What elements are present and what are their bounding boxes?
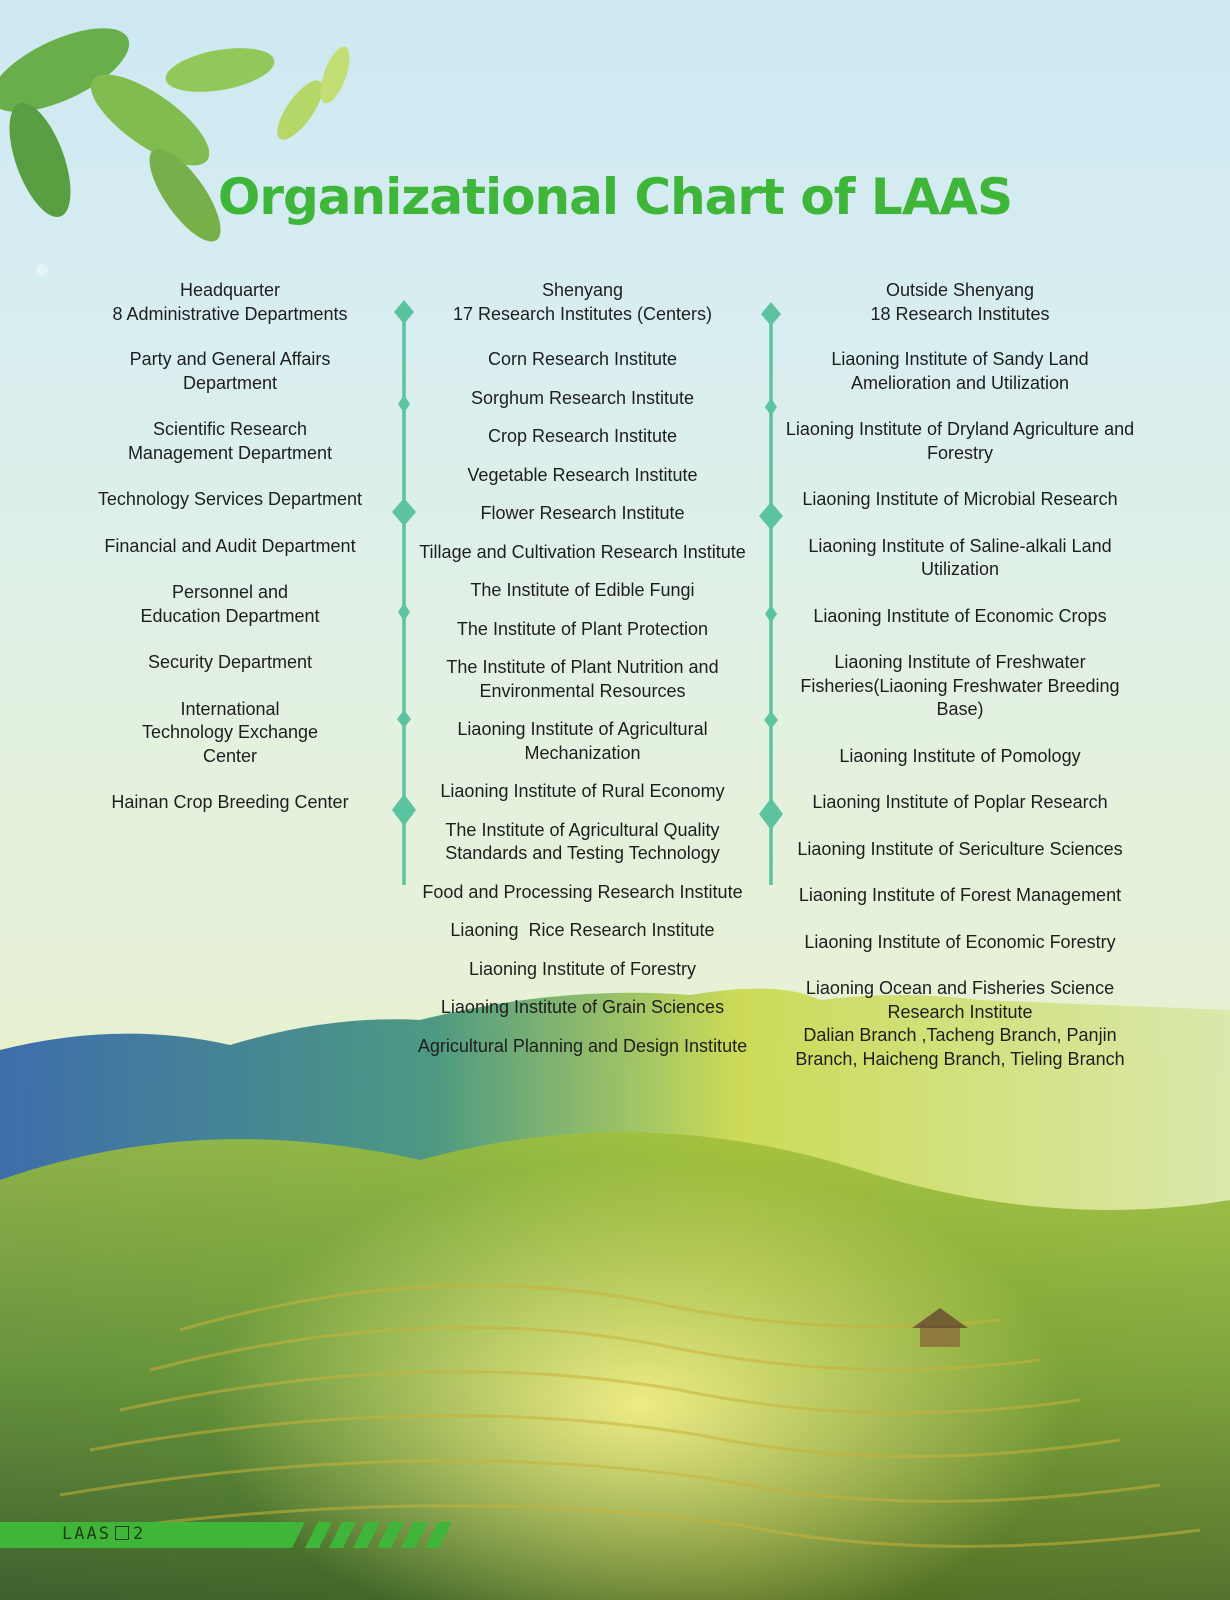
out-item-forest-management: Liaoning Institute of Forest Management	[798, 885, 1122, 905]
sy-item-food-processing: Food and Processing Research Institute	[422, 881, 743, 902]
out-item-sandy-land: Liaoning Institute of Sandy Land Amelioration and Utilization	[831, 349, 1089, 393]
out-item-economic-crops: Liaoning Institute of Economic Crops	[813, 605, 1107, 626]
shenyang-header-line2: 17 Research Institutes (Centers)	[452, 303, 713, 324]
out-item-dryland: Liaoning Institute of Dryland Agriculture and Forestry	[785, 419, 1135, 463]
sy-item-rice: Liaoning Rice Research Institute	[450, 920, 715, 940]
page-title: Organizational Chart of LAAS	[217, 168, 1013, 226]
out-item-economic-forestry: Liaoning Institute of Economic Forestry	[804, 931, 1116, 952]
footer-label	[62, 1524, 145, 1544]
sy-item-tillage: Tillage and Cultivation Research Institute	[419, 541, 746, 562]
out-item-sericulture: Liaoning Institute of Sericulture Sciences	[797, 838, 1123, 859]
sy-item-grain-sciences: Liaoning Institute of Grain Sciences	[440, 997, 725, 1017]
sy-item-edible-fungi: The Institute of Edible Fungi	[470, 580, 695, 600]
hq-item-research-management: Scientific Research Management Department	[127, 419, 333, 463]
page-number: 2	[132, 1524, 146, 1544]
sy-item-planning-design: Agricultural Planning and Design Institute	[417, 1035, 748, 1056]
out-item-freshwater-fisheries: Liaoning Institute of Freshwater Fisheries(Liaoning Freshwater Breeding Base)	[800, 652, 1120, 719]
footer-separator-box	[115, 1526, 129, 1540]
headquarter-header	[80, 279, 380, 326]
sy-item-flower: Flower Research Institute	[480, 503, 685, 523]
sy-item-sorghum: Sorghum Research Institute	[470, 387, 695, 408]
sy-item-forestry: Liaoning Institute of Forestry	[468, 958, 697, 979]
sy-item-corn: Corn Research Institute	[487, 349, 678, 369]
sy-item-rural-economy: Liaoning Institute of Rural Economy	[440, 781, 725, 801]
sy-item-plant-protection: The Institute of Plant Protection	[456, 618, 709, 639]
footer-bar	[0, 1522, 1230, 1548]
leaves-decoration	[0, 0, 380, 290]
out-item-saline-alkali: Liaoning Institute of Saline-alkali Land Utilization	[808, 535, 1112, 579]
out-item-branches: Dalian Branch ,Tacheng Branch, Panjin Branch, Haicheng Branch, Tieling Branch	[795, 1025, 1125, 1069]
footer-brand: LAAS	[62, 1524, 111, 1544]
out-item-ocean-fisheries: Liaoning Ocean and Fisheries Science Research Institute	[805, 978, 1115, 1022]
outside-shenyang-column	[770, 279, 1150, 1071]
hq-item-party-general-affairs: Party and General Affairs Department	[129, 349, 331, 393]
out-item-pomology: Liaoning Institute of Pomology	[839, 745, 1081, 766]
hq-item-personnel-education: Personnel and Education Department	[140, 582, 320, 626]
out-item-microbial: Liaoning Institute of Microbial Research	[802, 489, 1118, 509]
hq-item-hainan-breeding: Hainan Crop Breeding Center	[111, 792, 349, 812]
headquarter-column	[80, 279, 380, 838]
shenyang-header-line1: Shenyang	[541, 280, 624, 300]
outside-header-line2: 18 Research Institutes	[870, 303, 1050, 324]
out-item-poplar: Liaoning Institute of Poplar Research	[812, 792, 1108, 812]
outside-header	[770, 279, 1150, 326]
sy-item-agricultural-mechanization: Liaoning Institute of Agricultural Mechanization	[457, 719, 708, 763]
hq-item-international-exchange: International Technology Exchange Center	[141, 698, 319, 766]
hq-item-technology-services: Technology Services Department	[97, 489, 363, 509]
hq-item-security: Security Department	[147, 652, 313, 672]
headquarter-header-line1: Headquarter	[179, 280, 281, 300]
outside-header-line1: Outside Shenyang	[885, 280, 1035, 300]
headquarter-header-line2: 8 Administrative Departments	[112, 303, 348, 324]
sy-item-vegetable: Vegetable Research Institute	[467, 464, 698, 485]
shenyang-column	[405, 279, 760, 1073]
shenyang-header	[405, 279, 760, 326]
sy-item-quality-standards: The Institute of Agricultural Quality Standards and Testing Technology	[445, 819, 720, 863]
hq-item-financial-audit: Financial and Audit Department	[104, 535, 356, 556]
sy-item-crop: Crop Research Institute	[487, 426, 678, 446]
sy-item-plant-nutrition: The Institute of Plant Nutrition and Environmental Resources	[446, 657, 719, 701]
